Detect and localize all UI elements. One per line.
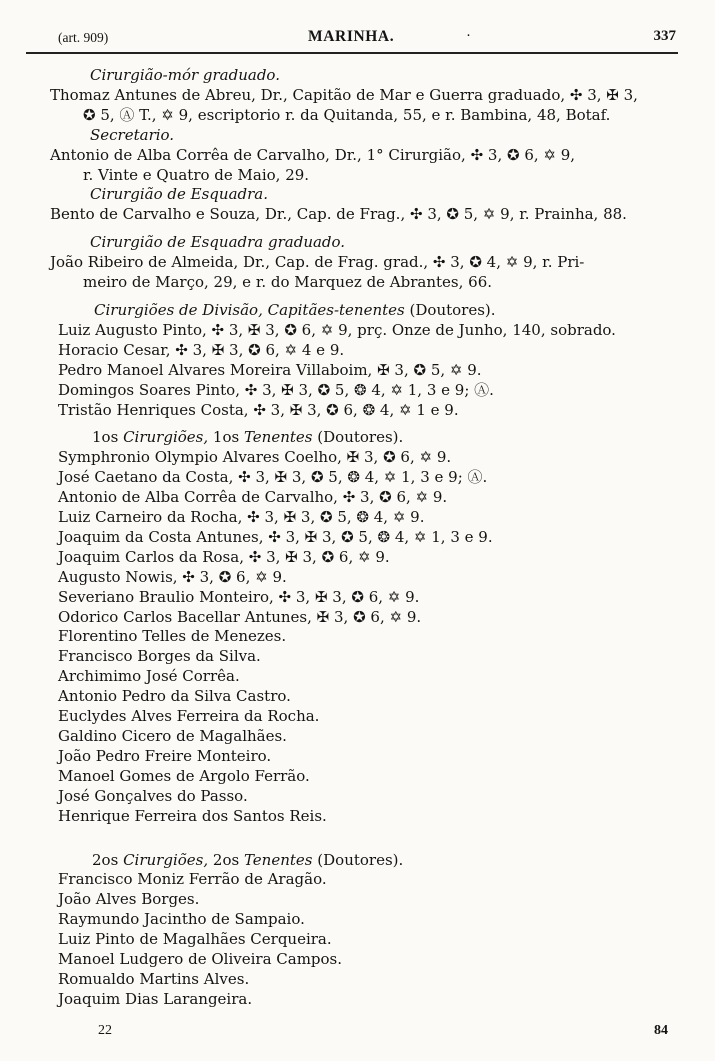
list-item: Joaquim Carlos da Rosa, ✣ 3, ✠ 3, ✪ 6, ✡ 9. <box>58 547 390 566</box>
list-item: Domingos Soares Pinto, ✣ 3, ✠ 3, ✪ 5, ❂ 4, ✡ 1, 3 e 9; Ⓐ. <box>58 380 494 399</box>
list-item: Luiz Carneiro da Rocha, ✣ 3, ✠ 3, ✪ 5, ❂ 4, ✡ 9. <box>58 508 425 527</box>
list-item: Galdino Cicero de Magalhães. <box>58 727 287 745</box>
header-dot: · <box>466 28 471 44</box>
list-item: Manoel Ludgero de Oliveira Campos. <box>58 950 343 969</box>
article-reference: (art. 909) <box>58 30 109 45</box>
list-item: Horacio Cesar, ✣ 3, ✠ 3, ✪ 6, ✡ 4 e 9. <box>58 340 345 359</box>
entry-line: João Ribeiro de Almeida, Dr., Cap. de Frag. grad., ✣ 3, ✪ 4, ✡ 9, r. Pri- <box>50 253 585 272</box>
list-item: José Gonçalves do Passo. <box>58 786 248 805</box>
section-primeiros-cirurgioes <box>50 428 680 826</box>
section-heading <box>50 428 680 448</box>
name-list <box>50 448 680 826</box>
section-secretario <box>50 126 680 186</box>
list-item: José Caetano da Costa, ✣ 3, ✠ 3, ✪ 5, ❂ 4, ✡ 1, 3 e 9; Ⓐ. <box>58 468 488 487</box>
page-footer <box>98 1023 668 1043</box>
section-heading: Cirurgião de Esquadra. <box>90 185 269 204</box>
section-segundos-cirurgioes <box>50 851 680 1010</box>
list-item: Manoel Gomes de Argolo Ferrão. <box>58 766 310 785</box>
section-cirurgiao-mor <box>50 66 680 126</box>
document-body <box>50 66 680 1010</box>
list-item: Joaquim da Costa Antunes, ✣ 3, ✠ 3, ✪ 5, ❂ 4, ✡ 1, 3 e 9. <box>58 527 493 546</box>
entry-line: Thomaz Antunes de Abreu, Dr., Capitão de Mar e Guerra graduado, ✣ 3, ✠ 3, <box>50 85 638 104</box>
heading-plain: (Doutores). <box>317 850 404 869</box>
heading-plain: (Doutores). <box>409 300 496 319</box>
name-list <box>50 870 680 1009</box>
list-item: Joaquim Dias Larangeira. <box>58 989 253 1008</box>
list-item: Romualdo Martins Alves. <box>58 969 250 988</box>
heading-ordinal: 1os <box>212 428 240 447</box>
list-item: Severiano Braulio Monteiro, ✣ 3, ✠ 3, ✪ 6, ✡ 9. <box>58 587 420 606</box>
list-item: Luiz Augusto Pinto, ✣ 3, ✠ 3, ✪ 6, ✡ 9, prç. Onze de Junho, 140, sobrado. <box>58 320 616 339</box>
heading-italic: Tenentes <box>243 428 313 447</box>
list-item: Francisco Borges da Silva. <box>58 647 261 666</box>
heading-italic: Tenentes <box>243 850 313 869</box>
page-header <box>58 28 676 50</box>
name-list <box>50 321 680 421</box>
heading-italic: Cirurgiões, <box>123 428 209 447</box>
entry-continuation: ✪ 5, Ⓐ T., ✡ 9, escriptorio r. da Quitanda, 55, e r. Bambina, 48, Botaf. <box>83 105 611 124</box>
list-item: Tristão Henriques Costa, ✣ 3, ✠ 3, ✪ 6, ❂ 4, ✡ 1 e 9. <box>58 400 459 419</box>
list-item: Antonio de Alba Corrêa de Carvalho, ✣ 3, ✪ 6, ✡ 9. <box>58 488 448 507</box>
section-title: MARINHA. <box>308 28 395 45</box>
heading-italic: Cirurgiões, <box>123 850 209 869</box>
list-item: Raymundo Jacintho de Sampaio. <box>58 910 305 929</box>
section-cirurgiao-esquadra-graduado <box>50 233 680 293</box>
section-heading: Secretario. <box>90 125 175 144</box>
list-item: João Pedro Freire Monteiro. <box>58 746 272 765</box>
list-item: Florentino Telles de Menezes. <box>58 627 287 646</box>
section-heading <box>50 851 680 871</box>
list-item: Archimimo José Corrêa. <box>58 667 240 686</box>
entry-line: Antonio de Alba Corrêa de Carvalho, Dr., 1° Cirurgião, ✣ 3, ✪ 6, ✡ 9, <box>50 145 576 164</box>
section-heading <box>50 301 680 321</box>
list-item: Symphronio Olympio Alvares Coelho, ✠ 3, ✪ 6, ✡ 9. <box>58 448 452 467</box>
signature-mark: 22 <box>98 1023 112 1038</box>
entry-continuation: meiro de Março, 29, e r. do Marquez de Abrantes, 66. <box>83 273 493 292</box>
list-item: Augusto Nowis, ✣ 3, ✪ 6, ✡ 9. <box>58 567 287 586</box>
sheet-number: 84 <box>654 1023 668 1038</box>
list-item: Odorico Carlos Bacellar Antunes, ✠ 3, ✪ 6, ✡ 9. <box>58 607 422 626</box>
list-item: Antonio Pedro da Silva Castro. <box>58 687 291 706</box>
header-rule <box>26 52 678 54</box>
section-cirurgioes-divisao <box>50 301 680 420</box>
section-cirurgiao-esquadra <box>50 185 680 225</box>
list-item: Euclydes Alves Ferreira da Rocha. <box>58 707 320 726</box>
heading-italic: Cirurgiões de Divisão, Capitães-tenentes <box>94 300 405 319</box>
entry-continuation: r. Vinte e Quatro de Maio, 29. <box>83 165 310 184</box>
entry-line: Bento de Carvalho e Souza, Dr., Cap. de Frag., ✣ 3, ✪ 5, ✡ 9, r. Prainha, 88. <box>50 205 627 224</box>
list-item: Pedro Manoel Alvares Moreira Villaboim, ✠ 3, ✪ 5, ✡ 9. <box>58 360 482 379</box>
heading-ordinal: 1os <box>92 428 119 447</box>
list-item: Luiz Pinto de Magalhães Cerqueira. <box>58 930 332 949</box>
section-heading: Cirurgião-mór graduado. <box>90 66 280 84</box>
heading-ordinal: 2os <box>212 850 240 869</box>
list-item: João Alves Borges. <box>58 890 200 909</box>
list-item: Henrique Ferreira dos Santos Reis. <box>58 806 327 825</box>
list-item: Francisco Moniz Ferrão de Aragão. <box>58 870 327 889</box>
section-heading: Cirurgião de Esquadra graduado. <box>90 233 346 252</box>
heading-plain: (Doutores). <box>317 428 404 447</box>
page-number: 337 <box>653 28 676 44</box>
heading-ordinal: 2os <box>92 850 119 869</box>
